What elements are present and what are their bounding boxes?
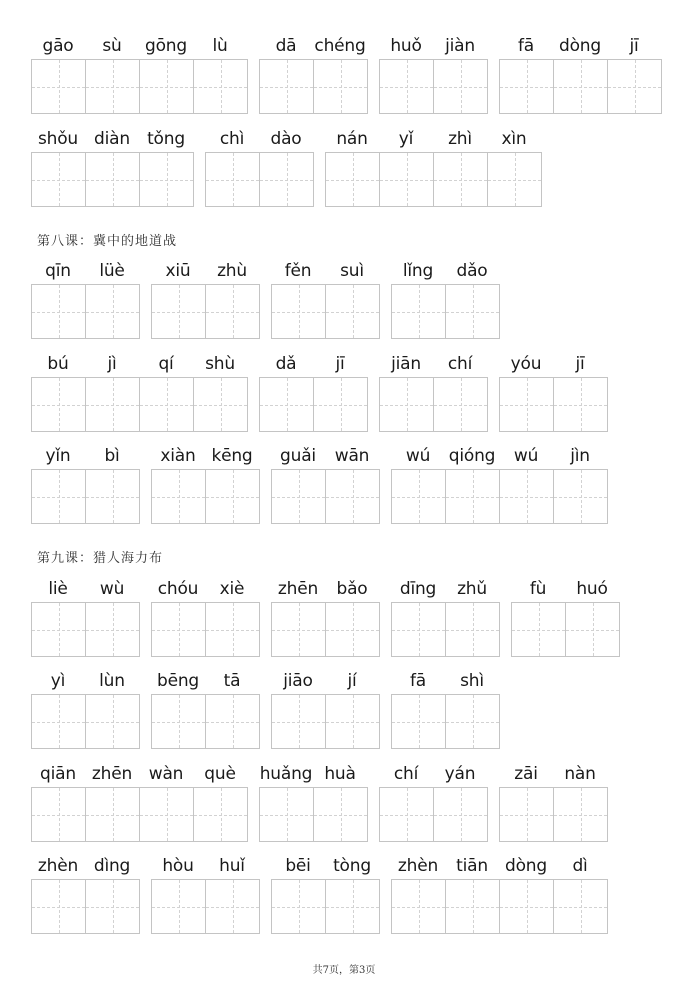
character-writing-cell[interactable] bbox=[314, 788, 367, 841]
word-group bbox=[31, 576, 140, 657]
character-writing-cell[interactable] bbox=[206, 153, 260, 206]
writing-grid bbox=[499, 787, 608, 842]
pinyin-label: tiān bbox=[456, 856, 488, 876]
word-group bbox=[379, 351, 488, 432]
word-group bbox=[31, 443, 140, 524]
writing-grid bbox=[271, 602, 380, 657]
character-writing-cell[interactable] bbox=[152, 285, 206, 338]
pinyin-labels bbox=[391, 853, 608, 879]
writing-grid bbox=[271, 879, 380, 934]
pinyin-labels bbox=[31, 258, 140, 284]
pinyin-label: qīn bbox=[45, 261, 71, 281]
word-group bbox=[31, 126, 194, 207]
writing-grid bbox=[271, 469, 380, 524]
pinyin-label: dǎo bbox=[456, 261, 488, 281]
pinyin-label: wù bbox=[99, 579, 125, 599]
page-footer: 共7页，第3页 bbox=[312, 965, 376, 976]
pinyin-labels bbox=[31, 351, 248, 377]
character-writing-cell[interactable] bbox=[194, 788, 247, 841]
character-writing-cell[interactable] bbox=[500, 470, 554, 523]
character-writing-cell[interactable] bbox=[140, 153, 193, 206]
character-writing-cell[interactable] bbox=[446, 470, 500, 523]
pinyin-label: wú bbox=[405, 446, 431, 466]
word-group bbox=[151, 576, 260, 657]
character-writing-cell[interactable] bbox=[380, 60, 434, 113]
pinyin-labels bbox=[325, 126, 542, 152]
pinyin-label: tòng bbox=[333, 856, 371, 876]
pinyin-labels bbox=[259, 761, 368, 787]
character-writing-cell[interactable] bbox=[326, 470, 379, 523]
character-writing-cell[interactable] bbox=[140, 378, 194, 431]
pinyin-row-9 bbox=[31, 853, 608, 934]
character-writing-cell[interactable] bbox=[272, 695, 326, 748]
pinyin-labels bbox=[31, 761, 248, 787]
character-writing-cell[interactable] bbox=[500, 60, 554, 113]
writing-grid bbox=[499, 377, 608, 432]
pinyin-label: yì bbox=[50, 671, 66, 691]
pinyin-label: huǎng bbox=[259, 764, 313, 784]
pinyin-label: bì bbox=[104, 446, 120, 466]
word-group bbox=[151, 668, 260, 749]
pinyin-label: yóu bbox=[510, 354, 542, 374]
character-writing-cell[interactable] bbox=[500, 788, 554, 841]
pinyin-label: chí bbox=[393, 764, 419, 784]
pinyin-labels bbox=[151, 576, 260, 602]
character-writing-cell[interactable] bbox=[500, 378, 554, 431]
pinyin-label: huà bbox=[324, 764, 356, 784]
word-group bbox=[499, 351, 608, 432]
word-group bbox=[271, 576, 380, 657]
writing-grid bbox=[391, 469, 608, 524]
pinyin-labels bbox=[271, 443, 380, 469]
word-group bbox=[391, 258, 500, 339]
writing-grid bbox=[391, 694, 500, 749]
character-writing-cell[interactable] bbox=[194, 60, 247, 113]
pinyin-label: dòng bbox=[505, 856, 547, 876]
pinyin-label: lù bbox=[212, 36, 228, 56]
writing-grid bbox=[31, 879, 140, 934]
pinyin-label: liè bbox=[48, 579, 68, 599]
pinyin-labels bbox=[151, 853, 260, 879]
pinyin-labels bbox=[151, 443, 260, 469]
pinyin-label: nàn bbox=[564, 764, 596, 784]
pinyin-row-7 bbox=[31, 668, 500, 749]
character-writing-cell[interactable] bbox=[140, 60, 194, 113]
pinyin-label: gōng bbox=[145, 36, 187, 56]
character-writing-cell[interactable] bbox=[566, 603, 619, 656]
writing-grid bbox=[31, 59, 248, 114]
character-writing-cell[interactable] bbox=[500, 880, 554, 933]
writing-grid bbox=[151, 284, 260, 339]
pinyin-labels bbox=[259, 33, 368, 59]
character-writing-cell[interactable] bbox=[32, 880, 86, 933]
writing-grid bbox=[271, 284, 380, 339]
character-writing-cell[interactable] bbox=[272, 470, 326, 523]
character-writing-cell[interactable] bbox=[446, 880, 500, 933]
word-group bbox=[151, 853, 260, 934]
character-writing-cell[interactable] bbox=[32, 60, 86, 113]
character-writing-cell[interactable] bbox=[434, 153, 488, 206]
character-writing-cell[interactable] bbox=[392, 285, 446, 338]
pinyin-labels bbox=[391, 443, 608, 469]
pinyin-label: dào bbox=[270, 129, 302, 149]
writing-grid bbox=[259, 787, 368, 842]
character-writing-cell[interactable] bbox=[326, 153, 380, 206]
word-group bbox=[391, 853, 608, 934]
pinyin-labels bbox=[379, 761, 488, 787]
pinyin-label: dì bbox=[572, 856, 588, 876]
pinyin-label: kēng bbox=[211, 446, 253, 466]
character-writing-cell[interactable] bbox=[554, 378, 607, 431]
word-group bbox=[325, 126, 542, 207]
character-writing-cell[interactable] bbox=[32, 470, 86, 523]
character-writing-cell[interactable] bbox=[272, 880, 326, 933]
writing-grid bbox=[31, 152, 194, 207]
pinyin-row-6 bbox=[31, 576, 620, 657]
pinyin-label: shǒu bbox=[37, 129, 78, 149]
character-writing-cell[interactable] bbox=[260, 153, 313, 206]
character-writing-cell[interactable] bbox=[206, 603, 259, 656]
word-group bbox=[31, 761, 248, 842]
word-group bbox=[31, 668, 140, 749]
section-heading-lesson-9: 第九课：猎人海力布 bbox=[37, 551, 164, 566]
writing-grid bbox=[31, 377, 248, 432]
character-writing-cell[interactable] bbox=[554, 60, 608, 113]
pinyin-row-1 bbox=[31, 33, 662, 114]
character-writing-cell[interactable] bbox=[554, 788, 607, 841]
pinyin-label: jiān bbox=[391, 354, 421, 374]
pinyin-label: dǎ bbox=[275, 354, 297, 374]
writing-grid bbox=[259, 377, 368, 432]
character-writing-cell[interactable] bbox=[392, 880, 446, 933]
pinyin-label: wān bbox=[334, 446, 370, 466]
character-writing-cell[interactable] bbox=[326, 695, 379, 748]
word-group bbox=[271, 853, 380, 934]
pinyin-label: jī bbox=[575, 354, 585, 374]
section-heading-lesson-8: 第八课：冀中的地道战 bbox=[37, 234, 178, 249]
writing-grid bbox=[379, 59, 488, 114]
writing-grid bbox=[31, 694, 140, 749]
writing-grid bbox=[31, 787, 248, 842]
writing-grid bbox=[511, 602, 620, 657]
character-writing-cell[interactable] bbox=[380, 153, 434, 206]
writing-grid bbox=[31, 602, 140, 657]
word-group bbox=[31, 33, 248, 114]
pinyin-label: qiān bbox=[40, 764, 76, 784]
word-group bbox=[205, 126, 314, 207]
character-writing-cell[interactable] bbox=[554, 880, 607, 933]
pinyin-label: fù bbox=[529, 579, 547, 599]
pinyin-label: nán bbox=[336, 129, 368, 149]
writing-grid bbox=[325, 152, 542, 207]
pinyin-label: zhǔ bbox=[457, 579, 487, 599]
pinyin-label: qióng bbox=[448, 446, 496, 466]
character-writing-cell[interactable] bbox=[32, 153, 86, 206]
pinyin-labels bbox=[271, 258, 380, 284]
writing-grid bbox=[31, 469, 140, 524]
pinyin-label: bǎo bbox=[336, 579, 368, 599]
pinyin-label: chéng bbox=[314, 36, 366, 56]
writing-grid bbox=[391, 284, 500, 339]
character-writing-cell[interactable] bbox=[152, 470, 206, 523]
word-group bbox=[271, 668, 380, 749]
character-writing-cell[interactable] bbox=[380, 788, 434, 841]
word-group bbox=[259, 33, 368, 114]
writing-grid bbox=[151, 694, 260, 749]
pinyin-labels bbox=[511, 576, 620, 602]
pinyin-label: guǎi bbox=[280, 446, 316, 466]
character-writing-cell[interactable] bbox=[314, 60, 367, 113]
character-writing-cell[interactable] bbox=[392, 695, 446, 748]
pinyin-labels bbox=[499, 33, 662, 59]
pinyin-label: lùn bbox=[99, 671, 125, 691]
character-writing-cell[interactable] bbox=[86, 695, 139, 748]
pinyin-label: tǒng bbox=[147, 129, 185, 149]
character-writing-cell[interactable] bbox=[488, 153, 541, 206]
pinyin-label: yán bbox=[444, 764, 476, 784]
pinyin-labels bbox=[259, 351, 368, 377]
character-writing-cell[interactable] bbox=[206, 470, 259, 523]
word-group bbox=[271, 258, 380, 339]
character-writing-cell[interactable] bbox=[446, 285, 499, 338]
pinyin-label: fā bbox=[409, 671, 426, 691]
character-writing-cell[interactable] bbox=[86, 153, 140, 206]
word-group bbox=[391, 443, 608, 524]
character-writing-cell[interactable] bbox=[608, 60, 661, 113]
pinyin-label: zhēn bbox=[277, 579, 319, 599]
pinyin-row-2 bbox=[31, 126, 542, 207]
pinyin-label: huǒ bbox=[390, 36, 422, 56]
pinyin-label: yǐ bbox=[398, 129, 414, 149]
pinyin-label: dìng bbox=[93, 856, 131, 876]
pinyin-labels bbox=[31, 33, 248, 59]
word-group bbox=[499, 761, 608, 842]
pinyin-label: diàn bbox=[94, 129, 130, 149]
character-writing-cell[interactable] bbox=[272, 603, 326, 656]
word-group bbox=[31, 351, 248, 432]
pinyin-label: jī bbox=[629, 36, 639, 56]
character-writing-cell[interactable] bbox=[86, 880, 139, 933]
character-writing-cell[interactable] bbox=[32, 603, 86, 656]
writing-grid bbox=[391, 879, 608, 934]
word-group bbox=[391, 576, 500, 657]
pinyin-label: lüè bbox=[99, 261, 125, 281]
writing-grid bbox=[259, 59, 368, 114]
character-writing-cell[interactable] bbox=[152, 880, 206, 933]
character-writing-cell[interactable] bbox=[260, 60, 314, 113]
pinyin-label: dā bbox=[275, 36, 297, 56]
pinyin-label: wàn bbox=[148, 764, 184, 784]
pinyin-label: sù bbox=[102, 36, 122, 56]
pinyin-label: chóu bbox=[157, 579, 199, 599]
pinyin-label: xiè bbox=[219, 579, 245, 599]
pinyin-label: jī bbox=[335, 354, 345, 374]
character-writing-cell[interactable] bbox=[206, 285, 259, 338]
pinyin-label: yǐn bbox=[45, 446, 71, 466]
pinyin-label: jì bbox=[107, 354, 117, 374]
pinyin-label: jiàn bbox=[445, 36, 475, 56]
pinyin-row-3 bbox=[31, 258, 500, 339]
pinyin-label: fā bbox=[517, 36, 534, 56]
character-writing-cell[interactable] bbox=[392, 470, 446, 523]
writing-grid bbox=[499, 59, 662, 114]
pinyin-label: xìn bbox=[501, 129, 527, 149]
character-writing-cell[interactable] bbox=[86, 470, 139, 523]
writing-grid bbox=[379, 377, 488, 432]
character-writing-cell[interactable] bbox=[32, 695, 86, 748]
pinyin-label: bēng bbox=[156, 671, 199, 691]
character-writing-cell[interactable] bbox=[152, 695, 206, 748]
pinyin-label: wú bbox=[513, 446, 539, 466]
character-writing-cell[interactable] bbox=[314, 378, 367, 431]
pinyin-row-5 bbox=[31, 443, 608, 524]
character-writing-cell[interactable] bbox=[380, 378, 434, 431]
character-writing-cell[interactable] bbox=[326, 880, 379, 933]
pinyin-labels bbox=[379, 351, 488, 377]
pinyin-label: bēi bbox=[285, 856, 311, 876]
pinyin-label: zhèn bbox=[37, 856, 79, 876]
pinyin-labels bbox=[391, 258, 500, 284]
pinyin-label: xiàn bbox=[160, 446, 196, 466]
pinyin-row-4 bbox=[31, 351, 608, 432]
pinyin-labels bbox=[391, 576, 500, 602]
pinyin-labels bbox=[271, 668, 380, 694]
word-group bbox=[31, 258, 140, 339]
character-writing-cell[interactable] bbox=[86, 603, 139, 656]
word-group bbox=[31, 853, 140, 934]
writing-grid bbox=[271, 694, 380, 749]
character-writing-cell[interactable] bbox=[86, 378, 140, 431]
character-writing-cell[interactable] bbox=[446, 603, 499, 656]
character-writing-cell[interactable] bbox=[260, 378, 314, 431]
character-writing-cell[interactable] bbox=[554, 470, 607, 523]
character-writing-cell[interactable] bbox=[272, 285, 326, 338]
pinyin-label: zhēn bbox=[91, 764, 133, 784]
character-writing-cell[interactable] bbox=[194, 378, 247, 431]
pinyin-label: hòu bbox=[162, 856, 194, 876]
character-writing-cell[interactable] bbox=[86, 788, 140, 841]
pinyin-label: tā bbox=[223, 671, 241, 691]
pinyin-label: dòng bbox=[559, 36, 601, 56]
writing-grid bbox=[391, 602, 500, 657]
pinyin-labels bbox=[151, 668, 260, 694]
character-writing-cell[interactable] bbox=[140, 788, 194, 841]
pinyin-label: zhì bbox=[448, 129, 472, 149]
writing-grid bbox=[151, 469, 260, 524]
pinyin-label: fěn bbox=[284, 261, 312, 281]
pinyin-label: xiū bbox=[165, 261, 191, 281]
character-writing-cell[interactable] bbox=[326, 285, 379, 338]
character-writing-cell[interactable] bbox=[434, 378, 487, 431]
writing-grid bbox=[205, 152, 314, 207]
pinyin-labels bbox=[271, 853, 380, 879]
word-group bbox=[271, 443, 380, 524]
pinyin-label: zāi bbox=[514, 764, 538, 784]
pinyin-label: què bbox=[204, 764, 236, 784]
character-writing-cell[interactable] bbox=[86, 60, 140, 113]
character-writing-cell[interactable] bbox=[152, 603, 206, 656]
pinyin-label: dīng bbox=[399, 579, 437, 599]
pinyin-labels bbox=[391, 668, 500, 694]
pinyin-label: jí bbox=[347, 671, 357, 691]
character-writing-cell[interactable] bbox=[512, 603, 566, 656]
pinyin-labels bbox=[31, 853, 140, 879]
character-writing-cell[interactable] bbox=[434, 60, 487, 113]
pinyin-label: lǐng bbox=[402, 261, 434, 281]
word-group bbox=[259, 761, 368, 842]
writing-grid bbox=[151, 602, 260, 657]
word-group bbox=[151, 443, 260, 524]
pinyin-row-8 bbox=[31, 761, 608, 842]
word-group bbox=[391, 668, 500, 749]
pinyin-label: jìn bbox=[570, 446, 590, 466]
pinyin-labels bbox=[499, 351, 608, 377]
word-group bbox=[511, 576, 620, 657]
pinyin-label: bú bbox=[47, 354, 69, 374]
word-group bbox=[259, 351, 368, 432]
writing-grid bbox=[31, 284, 140, 339]
character-writing-cell[interactable] bbox=[260, 788, 314, 841]
pinyin-labels bbox=[499, 761, 608, 787]
writing-grid bbox=[151, 879, 260, 934]
pinyin-labels bbox=[271, 576, 380, 602]
pinyin-labels bbox=[31, 576, 140, 602]
character-writing-cell[interactable] bbox=[326, 603, 379, 656]
character-writing-cell[interactable] bbox=[392, 603, 446, 656]
character-writing-cell[interactable] bbox=[206, 695, 259, 748]
character-writing-cell[interactable] bbox=[32, 788, 86, 841]
writing-grid bbox=[379, 787, 488, 842]
character-writing-cell[interactable] bbox=[32, 285, 86, 338]
word-group bbox=[379, 33, 488, 114]
pinyin-labels bbox=[31, 126, 194, 152]
pinyin-labels bbox=[205, 126, 314, 152]
pinyin-label: huǐ bbox=[219, 856, 245, 876]
character-writing-cell[interactable] bbox=[86, 285, 139, 338]
pinyin-label: chì bbox=[219, 129, 245, 149]
pinyin-labels bbox=[379, 33, 488, 59]
pinyin-label: suì bbox=[340, 261, 364, 281]
character-writing-cell[interactable] bbox=[434, 788, 487, 841]
pinyin-label: qí bbox=[158, 354, 174, 374]
pinyin-label: shì bbox=[460, 671, 484, 691]
pinyin-label: jiāo bbox=[283, 671, 313, 691]
character-writing-cell[interactable] bbox=[206, 880, 259, 933]
word-group bbox=[151, 258, 260, 339]
character-writing-cell[interactable] bbox=[32, 378, 86, 431]
word-group bbox=[499, 33, 662, 114]
character-writing-cell[interactable] bbox=[446, 695, 499, 748]
pinyin-labels bbox=[151, 258, 260, 284]
pinyin-label: huó bbox=[576, 579, 608, 599]
pinyin-label: zhèn bbox=[397, 856, 439, 876]
pinyin-labels bbox=[31, 668, 140, 694]
pinyin-labels bbox=[31, 443, 140, 469]
pinyin-label: zhù bbox=[217, 261, 247, 281]
pinyin-label: shù bbox=[205, 354, 235, 374]
pinyin-label: chí bbox=[447, 354, 473, 374]
pinyin-label: gāo bbox=[42, 36, 74, 56]
word-group bbox=[379, 761, 488, 842]
